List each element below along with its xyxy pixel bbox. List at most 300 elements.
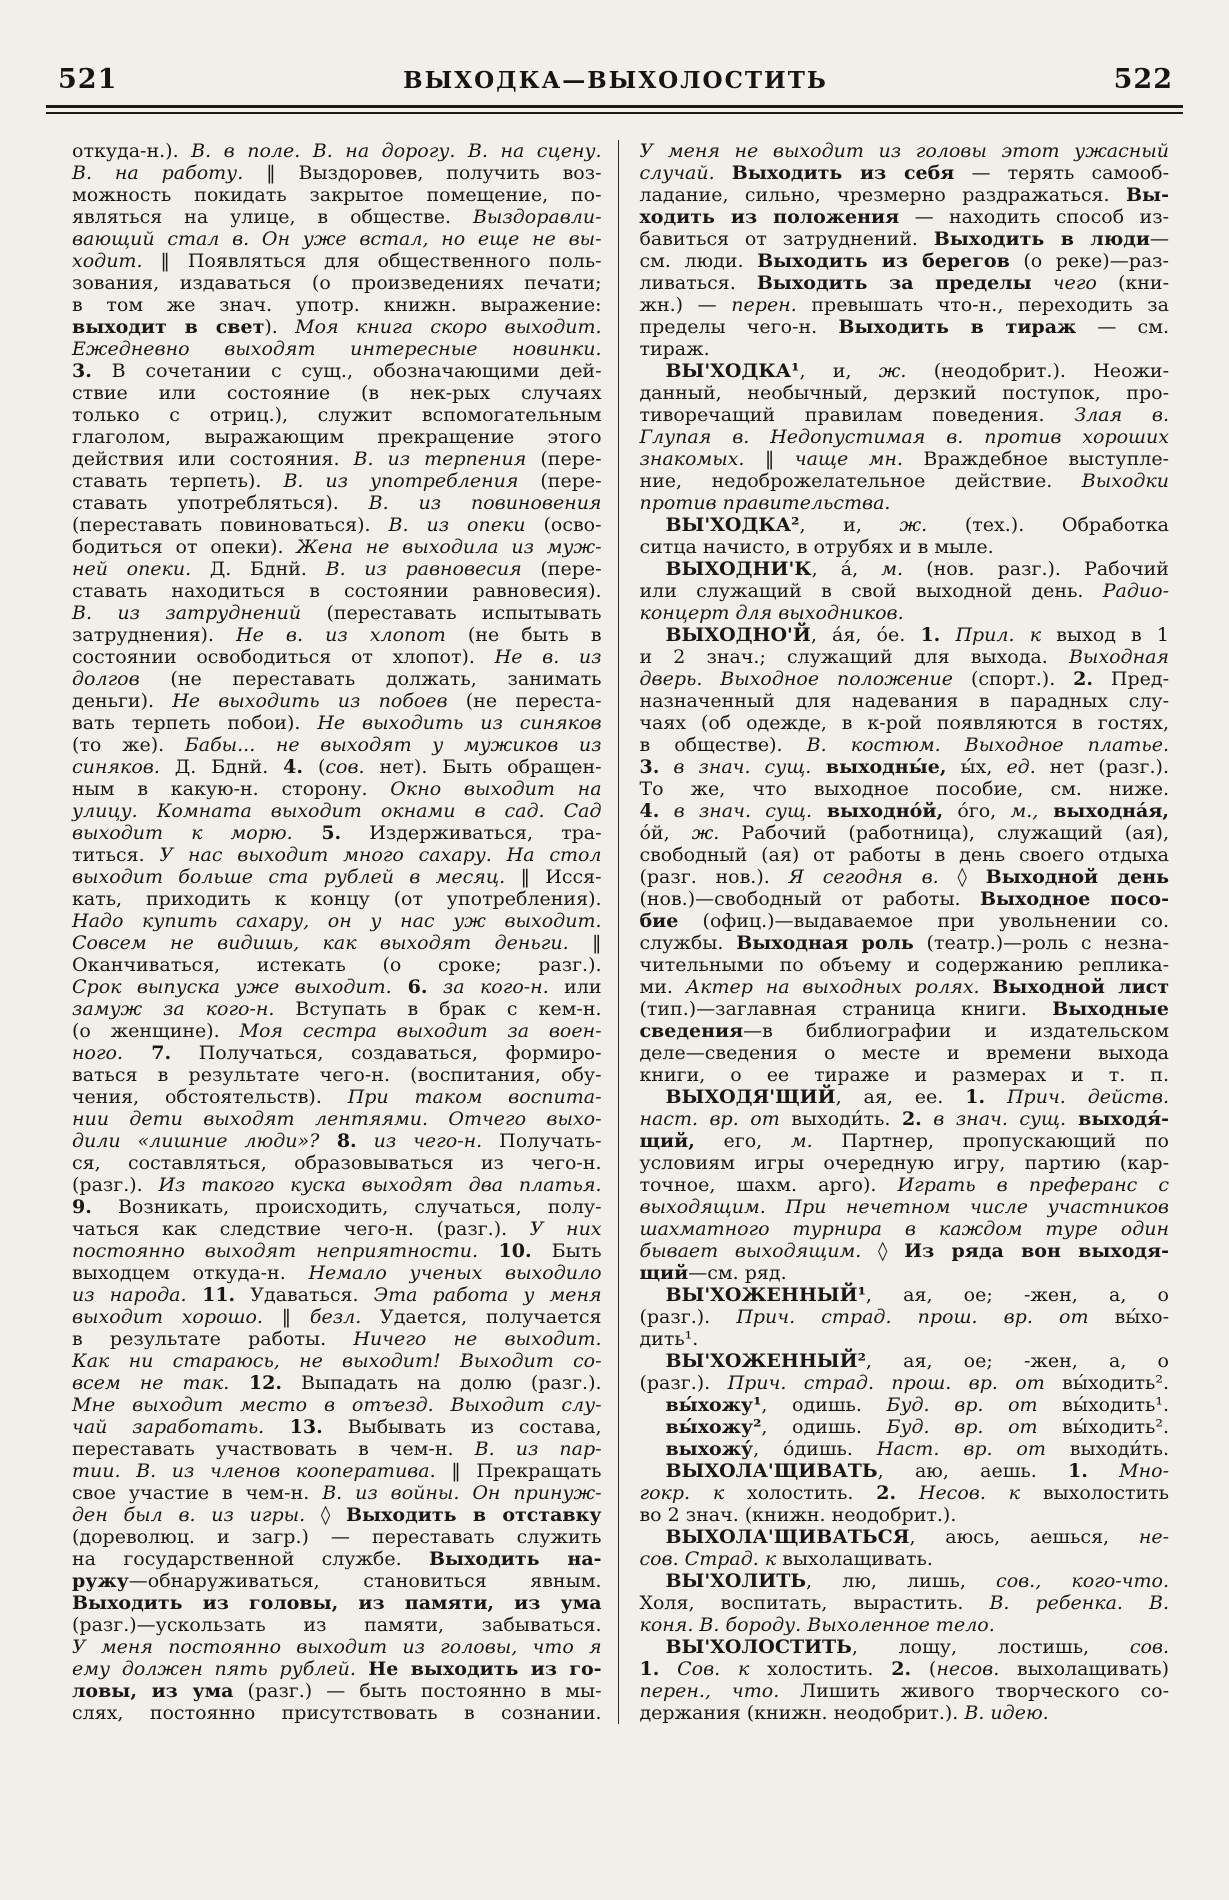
page-number-right: 522 [1113, 64, 1173, 95]
text-segment: только с отриц.), служит вспомогательным [72, 404, 602, 426]
text-segment: ВЫ'ХОЖЕННЫЙ² [665, 1350, 866, 1372]
text-segment: Удается, получается [361, 1306, 602, 1328]
text-segment: Выходить за пределы [756, 272, 1032, 294]
text-segment: вать терпеть побои). [72, 712, 318, 734]
text-segment: Выходная роль [736, 932, 914, 954]
text-line [639, 1196, 1169, 1218]
text-segment: Выходить в тираж [838, 316, 1077, 338]
text-line [72, 316, 602, 338]
text-segment: ( [911, 1658, 937, 1680]
text-segment: Выходная [1068, 646, 1169, 668]
page-number-left: 521 [58, 64, 118, 95]
text-line [72, 382, 602, 404]
text-line [639, 404, 1169, 426]
text-segment: перен., что. [639, 1680, 780, 1702]
text-segment: деньги). [72, 690, 173, 712]
text-segment: Выходки [1081, 470, 1169, 492]
text-segment: действия или состояния. [72, 448, 354, 470]
text-line [639, 1086, 1169, 1108]
text-segment: ВЫ'ХОДКА¹ [665, 360, 800, 382]
text-segment: выхожу́ [665, 1438, 754, 1460]
text-line [72, 580, 602, 602]
text-segment: замуж за кого-н. [72, 998, 275, 1020]
text-line [72, 1636, 602, 1658]
text-line [72, 1064, 602, 1086]
text-line [639, 1064, 1169, 1086]
text-segment: Выходить из себя [731, 162, 955, 184]
text-segment: , лощу, лостишь, [851, 1636, 1130, 1658]
text-line [72, 1702, 602, 1724]
text-segment: , и, [799, 514, 900, 536]
text-segment: являться на улице, в обществе. [72, 206, 473, 228]
text-segment: данный, необычный, дерзкий поступок, про- [639, 382, 1169, 404]
text-segment: В. из затруднений [72, 602, 302, 624]
text-segment: Враждебное выступле- [902, 448, 1169, 470]
text-line [72, 1614, 602, 1636]
text-segment: постоянно выходят неприятности. [72, 1240, 478, 1262]
text-line [72, 1284, 602, 1306]
text-line [72, 646, 602, 668]
text-segment: ВЫХОЛА'ЩИВАТЬ [665, 1460, 878, 1482]
text-segment: коня. В. бороду. Выхоленное тело. [639, 1614, 995, 1636]
text-line [72, 514, 602, 536]
text-segment: У них [529, 1218, 602, 1240]
text-line [639, 316, 1169, 338]
text-segment: Оканчиваться, истекать (о сроке; разг.). [72, 954, 602, 976]
text-segment: дить¹. [639, 1328, 699, 1350]
text-segment: см. люди. [639, 250, 758, 272]
text-segment: Не выходить из синяков [317, 712, 602, 734]
text-segment: на государственной службе. [72, 1548, 429, 1570]
text-segment [980, 976, 993, 998]
text-line [639, 1174, 1169, 1196]
text-segment: , аюсь, аешься, [909, 1526, 1139, 1548]
right-column [619, 140, 1169, 1724]
text-line [72, 954, 602, 976]
text-segment: В. на работу. [72, 162, 267, 184]
text-segment: ловы, из ума [72, 1680, 234, 1702]
text-segment: ми. [639, 976, 686, 998]
text-segment: дили «лишние люди»? [72, 1130, 320, 1152]
text-segment: ему должен пять рублей. [72, 1658, 356, 1680]
text-segment: — [1150, 228, 1169, 250]
text-line [639, 1702, 1169, 1724]
text-segment: бывает выходящим. [639, 1240, 862, 1262]
text-segment: —в библиографии и издательском [743, 1020, 1169, 1042]
text-segment: , а́я, о́е. [810, 624, 921, 646]
text-line [639, 844, 1169, 866]
text-segment: в обществе). [639, 734, 807, 756]
text-segment: ‖ Исся- [505, 866, 602, 888]
text-segment: глаголом, выражающим прекращение этого [72, 426, 602, 448]
text-segment: (разг.). [639, 1372, 728, 1394]
text-line [72, 1108, 602, 1130]
text-segment: 4. [639, 800, 660, 822]
text-segment: , ая, ое; -жен, а, о [865, 1350, 1169, 1372]
text-line [639, 998, 1169, 1020]
text-segment: , а́, [811, 558, 882, 580]
text-line [639, 690, 1169, 712]
text-segment: Наст. вр. от [876, 1438, 1046, 1460]
text-segment: Выходное посо- [979, 888, 1169, 910]
text-line [639, 1284, 1169, 1306]
text-segment: Бабы... не выходят у мужиков из [184, 734, 602, 756]
text-line [72, 866, 602, 888]
text-segment: Издерживаться, тра- [341, 822, 602, 844]
text-segment: выходящим. При нечетном числе участников [639, 1196, 1169, 1218]
text-segment: тиворечащий правилам поведения. [639, 404, 1075, 426]
text-segment: , лю, лишь, [806, 1570, 997, 1592]
text-segment: выходи́ть. [779, 1108, 902, 1130]
text-segment: Не в. из хлопот [236, 624, 446, 646]
text-segment: Холя, воспитать, вырастить. [639, 1592, 990, 1614]
text-segment: его, [694, 1130, 791, 1152]
text-line [72, 712, 602, 734]
text-segment: Из такого куска выходят два платья. [158, 1174, 602, 1196]
text-segment: затруднения). [72, 624, 237, 646]
text-segment: То же, что выходное пособие, см. ниже. [639, 778, 1169, 800]
text-line [639, 492, 1169, 514]
text-segment: (дореволюц. и загр.) — переставать служить [72, 1526, 602, 1548]
text-line [72, 1416, 602, 1438]
text-segment: сов., кого-что. [996, 1570, 1169, 1592]
text-segment: в том же знач. употр. книжн. выражение: [72, 294, 602, 316]
text-segment: ВЫ'ХОЖЕННЫЙ¹ [665, 1284, 866, 1306]
header-rule [46, 105, 1183, 114]
text-line [72, 360, 602, 382]
text-segment: (разг.)—ускользать из памяти, забываться. [72, 1614, 602, 1636]
text-segment: Окно выходит на [390, 778, 602, 800]
text-line [639, 272, 1169, 294]
text-segment: в знач. сущ. [921, 1108, 1067, 1130]
text-segment: Надо купить сахару, он у нас уж выходит. [72, 910, 602, 932]
text-segment: В. в поле. В. на дорогу. В. на сцену. [191, 140, 602, 162]
text-line [72, 1218, 602, 1240]
text-segment: В. из равновесия [325, 558, 522, 580]
text-segment: 7. [123, 1042, 172, 1064]
text-segment: , и, [799, 360, 879, 382]
text-segment: нет). Быть обращен- [364, 756, 602, 778]
text-segment: 2. [876, 1482, 897, 1504]
text-segment: Выбывать из состава, [322, 1416, 602, 1438]
text-segment: в результате работы. [72, 1328, 354, 1350]
text-segment: (то же). [72, 734, 185, 756]
text-segment: долгов [72, 668, 140, 690]
text-line [72, 1548, 602, 1570]
text-line [72, 1394, 602, 1416]
text-line [72, 294, 602, 316]
text-segment: — находить способ из- [899, 206, 1169, 228]
text-line [639, 1130, 1169, 1152]
text-line [639, 1460, 1169, 1482]
text-segment: ы́х, [946, 756, 1007, 778]
text-segment: (разг.). [72, 1174, 159, 1196]
text-segment: книги, о ее тираже и размерах и т. п. [639, 1064, 1169, 1086]
text-segment: ‖ Выздоровев, получить воз- [266, 162, 602, 184]
text-segment: В. костюм. Выходное платье. [806, 734, 1169, 756]
text-line [639, 1680, 1169, 1702]
left-column [72, 140, 618, 1724]
text-segment: жн.) — [639, 294, 732, 316]
text-segment: ней опеки. [72, 558, 192, 580]
text-segment: Я сегодня в. [788, 866, 939, 888]
text-line [72, 1504, 602, 1526]
text-line [72, 426, 602, 448]
text-segment: 13. [264, 1416, 323, 1438]
text-segment: Партнер, пропускающий по [812, 1130, 1169, 1152]
text-segment: (о реке)—раз- [1009, 250, 1169, 272]
text-segment: 6. [391, 976, 428, 998]
text-line [72, 492, 602, 514]
text-segment: (разг.). [639, 1306, 737, 1328]
text-line [72, 404, 602, 426]
text-segment: Сов. к [659, 1658, 750, 1680]
text-line [639, 162, 1169, 184]
text-segment: о́го, [943, 800, 1011, 822]
text-line [639, 668, 1169, 690]
text-segment: (нов. разг.). Рабочий [903, 558, 1169, 580]
text-segment: (тех.). Обработка [927, 514, 1169, 536]
text-segment: —обнаруживаться, становиться явным. [128, 1570, 602, 1592]
text-segment: Прил. к [940, 624, 1042, 646]
text-segment: свое участие в чем-н. [72, 1482, 323, 1504]
text-segment: (не быть в [445, 624, 602, 646]
text-segment: (пере- [518, 470, 602, 492]
text-segment: —см. ряд. [688, 1262, 787, 1284]
text-segment: не- [1138, 1526, 1169, 1548]
text-segment: У меня не выходит из головы этот ужасный [639, 140, 1169, 162]
text-segment: Выходить в люди [933, 228, 1150, 250]
text-segment: точное, шахм. арго). [639, 1174, 898, 1196]
text-segment: В. из употребления [283, 470, 519, 492]
text-line [72, 162, 602, 184]
text-line [639, 206, 1169, 228]
text-segment: Мне выходит место в отъезд. Выходит слу- [72, 1394, 602, 1416]
text-segment: (тип.)—заглавная страница книги. [639, 998, 1053, 1020]
text-segment: тираж. [639, 338, 710, 360]
text-segment: выходит в свет [72, 316, 265, 338]
text-segment: (пере- [526, 448, 602, 470]
text-segment: (кни- [1096, 272, 1170, 294]
text-segment: Мно- [1087, 1460, 1170, 1482]
text-line [72, 998, 602, 1020]
text-line [72, 1350, 602, 1372]
text-line [639, 778, 1169, 800]
text-segment: У меня постоянно выходит из головы, что я [72, 1636, 602, 1658]
text-line [72, 888, 602, 910]
text-segment: ситца начисто, в отрубях и в мыле. [639, 536, 994, 558]
text-segment: У нас выходит много сахару. На стол [159, 844, 602, 866]
text-segment: 8. [319, 1130, 357, 1152]
text-segment: ходить из положения [639, 206, 900, 228]
text-segment: (переставать повиноваться). [72, 514, 389, 536]
text-segment: В. ребенка. В. [989, 1592, 1169, 1614]
text-line [639, 1416, 1169, 1438]
text-segment: (разг. нов.). [639, 866, 789, 888]
text-segment: кать, приходить к концу (от употребления). [72, 888, 602, 910]
text-segment: Получаться, создаваться, формиро- [171, 1042, 602, 1064]
text-segment: Ежедневно выходят интересные новинки. [72, 338, 602, 360]
text-segment: ‖ Прекращать [435, 1460, 602, 1482]
text-segment: случай. [639, 162, 715, 184]
text-segment: (о женщине). [72, 1020, 240, 1042]
text-segment: ВЫ'ХОЛОСТИТЬ [665, 1636, 852, 1658]
text-segment: В. идею. [964, 1702, 1049, 1724]
text-segment: службы. [639, 932, 737, 954]
text-line [639, 954, 1169, 976]
text-line [639, 1372, 1169, 1394]
text-segment: 2. [1073, 668, 1094, 690]
text-line [72, 140, 602, 162]
text-segment: о́й, [639, 822, 692, 844]
text-segment: Выходные [1052, 998, 1169, 1020]
text-line [72, 1306, 602, 1328]
text-segment: В. из опеки [388, 514, 526, 536]
text-line [72, 1020, 602, 1042]
text-segment: Прич. страд. прош. вр. от [727, 1372, 1045, 1394]
text-line [639, 1548, 1169, 1570]
text-segment: При таком воспита- [347, 1086, 602, 1108]
text-line [72, 1592, 602, 1614]
text-line [72, 1196, 602, 1218]
text-segment: (неодобрит.). Неожи- [906, 360, 1170, 382]
text-segment: Как ни стараюсь, не выходит! Выходит со- [72, 1350, 602, 1372]
text-line [639, 932, 1169, 954]
text-segment: 5. [292, 822, 342, 844]
text-line [72, 250, 602, 272]
text-line [639, 1658, 1169, 1680]
text-segment: ◊ [938, 866, 986, 888]
text-line [639, 1592, 1169, 1614]
text-segment: ж. [691, 822, 720, 844]
text-segment: ливаться. [639, 272, 757, 294]
text-line [639, 1350, 1169, 1372]
text-segment: концерт для выходников. [639, 602, 904, 624]
text-line [639, 1504, 1169, 1526]
text-segment: (нов.)—свободный от работы. [639, 888, 980, 910]
text-segment: ж. [899, 514, 928, 536]
text-segment: (не переста- [447, 690, 602, 712]
text-segment: Лишить живого творческого со- [779, 1680, 1169, 1702]
text-segment: м., [1010, 800, 1039, 822]
text-segment: (офиц.)—выдаваемое при увольнении со. [678, 910, 1169, 932]
text-segment: откуда-н.). [72, 140, 192, 162]
text-line [639, 558, 1169, 580]
text-segment: перен. [731, 294, 797, 316]
text-segment: свободный (ая) от работы в день своего отдыха [639, 844, 1169, 866]
text-segment: Не выходить из побоев [172, 690, 448, 712]
text-segment: ся, составляться, образовываться из чего-н. [72, 1152, 602, 1174]
text-segment: Пред- [1093, 668, 1170, 690]
text-line [72, 800, 602, 822]
text-line [639, 712, 1169, 734]
text-segment: чай заработать. [72, 1416, 265, 1438]
text-segment: 12. [229, 1372, 282, 1394]
text-line [72, 338, 602, 360]
text-segment: улицу. Комната выходит окнами в сад. Сад [72, 800, 602, 822]
text-segment: Удаваться. [235, 1284, 374, 1306]
text-segment: ного. [72, 1042, 124, 1064]
text-segment: Получать- [482, 1130, 602, 1152]
text-segment: Вы- [1126, 184, 1169, 206]
text-segment: Выходить из берегов [757, 250, 1010, 272]
text-segment: Ничего не выходит. [353, 1328, 602, 1350]
text-line [72, 624, 602, 646]
text-segment: сов. [325, 756, 365, 778]
text-segment: ед. [1006, 756, 1036, 778]
text-segment: Из ряда вон выходя- [904, 1240, 1170, 1262]
text-line [639, 1020, 1169, 1042]
text-segment: ставать терпеть). [72, 470, 284, 492]
text-line [72, 690, 602, 712]
text-line [639, 646, 1169, 668]
text-segment: чего [1031, 272, 1097, 294]
text-segment: выходит к морю. [72, 822, 293, 844]
text-segment: ствие или состояние (в нек-рых случаях [72, 382, 602, 404]
text-segment: ставать употребляться). [72, 492, 369, 514]
text-line [639, 250, 1169, 272]
text-segment: или служащий в свой выходной день. [639, 580, 1103, 602]
text-line [639, 1614, 1169, 1636]
text-segment: против правительства. [639, 492, 891, 514]
text-segment: выхолащивать) [999, 1658, 1170, 1680]
text-line [639, 1482, 1169, 1504]
text-segment: в знач. сущ. [659, 800, 812, 822]
text-segment: Рабочий (работница), служащий (ая), [719, 822, 1169, 844]
text-segment: вы́ходить². [1044, 1372, 1169, 1394]
text-line [639, 866, 1169, 888]
text-segment: ВЫ'ХОЛИТЬ [665, 1570, 807, 1592]
text-line [639, 1042, 1169, 1064]
text-segment: Выходной лист [992, 976, 1170, 998]
text-line [639, 888, 1169, 910]
text-line [639, 294, 1169, 316]
text-line [72, 1570, 602, 1592]
text-segment: Совсем не видишь, как выходят деньги. [72, 932, 569, 954]
text-segment: м. [881, 558, 904, 580]
text-segment: нии дети выходят лентяями. Отчего выхо- [72, 1108, 602, 1130]
text-segment: 10. [478, 1240, 532, 1262]
text-segment: вы́хо- [1088, 1306, 1169, 1328]
text-line [72, 1658, 602, 1680]
text-segment: Буд. вр. от [886, 1394, 1038, 1416]
text-line [72, 1240, 602, 1262]
text-segment: вы́хожу¹ [665, 1394, 762, 1416]
text-segment: за кого-н. [427, 976, 549, 998]
text-line [639, 756, 1169, 778]
text-line [72, 228, 602, 250]
text-line [639, 228, 1169, 250]
text-line [72, 1526, 602, 1548]
text-segment: холостить. [749, 1658, 892, 1680]
text-segment: Несов. к [896, 1482, 1021, 1504]
text-line [639, 536, 1169, 558]
text-segment: Эта работа у меня [373, 1284, 602, 1306]
text-segment: (пере- [521, 558, 602, 580]
text-segment: ВЫХОЛА'ЩИВАТЬСЯ [665, 1526, 910, 1548]
text-segment: и 2 знач.; служащий для выхода. [639, 646, 1069, 668]
text-line [72, 272, 602, 294]
text-segment: выхолостить [1020, 1482, 1169, 1504]
text-segment: ладание, сильно, чрезмерно раздражаться. [639, 184, 1126, 206]
text-line [639, 1438, 1169, 1460]
text-segment: сов. Страд. к [639, 1548, 777, 1570]
text-segment: (театр.)—роль с незна- [913, 932, 1169, 954]
text-segment: из чего-н. [356, 1130, 483, 1152]
text-segment: 3. [639, 756, 660, 778]
text-line [72, 1328, 602, 1350]
text-segment: Выздоравли- [472, 206, 602, 228]
